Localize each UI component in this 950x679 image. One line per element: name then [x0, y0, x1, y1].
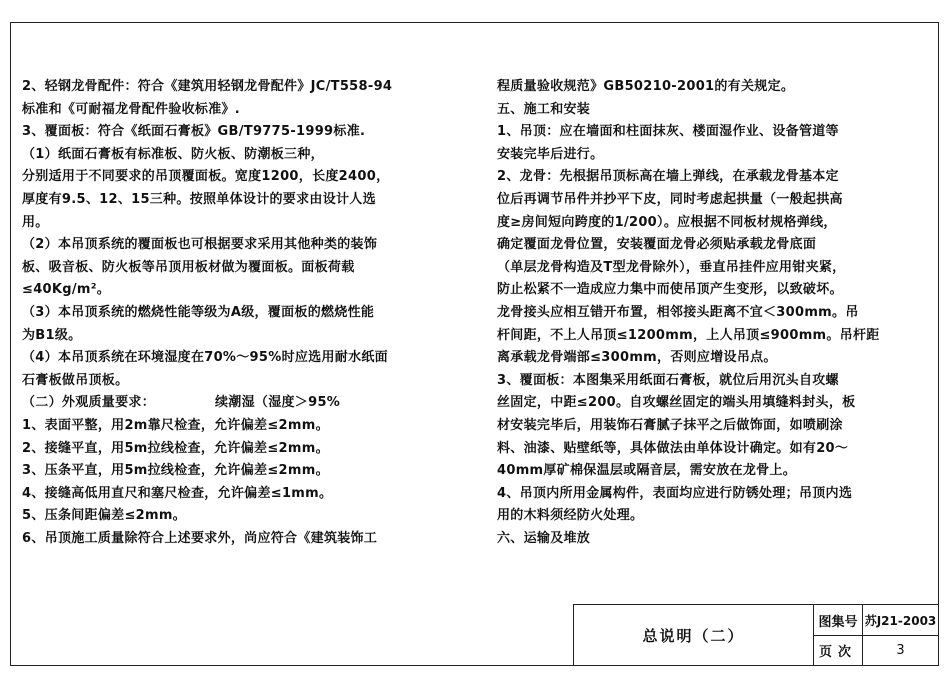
- text-line: 标准和《可耐福龙骨配件验收标准》.: [22, 101, 241, 117]
- text-line: 分别适用于不同要求的吊顶覆面板。宽度1200，长度2400，: [22, 169, 390, 185]
- text-line: （2）本吊顶系统的覆面板也可根据要求采用其他种类的装饰: [22, 237, 378, 253]
- text-line: 4、吊顶内所用金属构件，表面均应进行防锈处理；吊顶内选: [497, 485, 853, 501]
- text-line: 程质量验收规范》GB50210-2001的有关规定。: [497, 79, 795, 94]
- text-line: 3、压条平直，用5m拉线检查，允许偏差≤2mm。: [22, 463, 329, 479]
- text-line: 杆间距，不上人吊顶≤1200mm，上人吊顶≤900mm。吊杆距: [497, 327, 880, 343]
- text-line: 五、施工和安装: [497, 101, 591, 117]
- text-line: 40mm厚矿棉保温层或隔音层，需安放在龙骨上。: [497, 463, 797, 479]
- text-line: 6、吊顶施工质量除符合上述要求外，尚应符合《建筑装饰工: [22, 530, 378, 546]
- text-line: 石膏板做吊顶板。: [22, 372, 129, 388]
- title-block: [573, 604, 939, 666]
- text-line: 1、表面平整，用2m靠尺检查，允许偏差≤2mm。: [22, 417, 329, 433]
- text-line: （二）外观质量要求： 续潮湿（湿度＞95%: [22, 395, 341, 411]
- text-line: 六、运输及堆放: [497, 530, 591, 546]
- text-line: 安装完毕后进行。: [497, 146, 604, 162]
- text-line: 材安装完毕后，用装饰石膏腻子抹平之后做饰面，如喷刷涂: [497, 417, 843, 433]
- text-line: （4）本吊顶系统在环境湿度在70%～95%时应选用耐水纸面: [22, 350, 388, 366]
- atlas-number-label: 图集号: [813, 605, 862, 636]
- document-title: 总说明（二）: [642, 627, 745, 645]
- right-text-column: [497, 76, 937, 550]
- text-line: 1、吊顶：应在墙面和柱面抹灰、楼面湿作业、设备管道等: [497, 124, 839, 140]
- text-line: 离承载龙骨端部≤300mm，否则应增设吊点。: [497, 350, 777, 366]
- text-line: 防止松紧不一造成应力集中而使吊顶产生变形，以致破坏。: [497, 282, 843, 298]
- text-line: 为B1级。: [22, 327, 82, 343]
- text-line: 2、接缝平直，用5m拉线检查，允许偏差≤2mm。: [22, 440, 329, 456]
- text-line: 用的木料须经防火处理。: [497, 508, 644, 524]
- text-line: 板、吸音板、防火板等吊顶用板材做为覆面板。面板荷载: [22, 259, 355, 275]
- text-line: 料、油漆、贴壁纸等，具体做法由单体设计确定。如有20～: [497, 440, 849, 456]
- text-line: 2、龙骨：先根据吊顶标高在墙上弹线，在承载龙骨基本定: [497, 169, 839, 185]
- text-line: 龙骨接头应相互错开布置，相邻接头距离不宜＜300mm。吊: [497, 304, 859, 320]
- text-line: 3、覆面板：本图集采用纸面石膏板，就位后用沉头自攻螺: [497, 372, 839, 388]
- text-line: 确定覆面龙骨位置，安装覆面龙骨必须贴承载龙骨底面: [497, 237, 817, 253]
- page-label: 页次: [813, 636, 862, 665]
- text-line: 丝固定，中距≤200。自攻螺丝固定的端头用填缝料封头，板: [497, 395, 856, 411]
- text-line: 4、接缝高低用直尺和塞尺检查，允许偏差≤1mm。: [22, 485, 333, 501]
- text-line: 用。: [22, 214, 49, 230]
- text-line: （1）纸面石膏板有标准板、防火板、防潮板三种，: [22, 146, 324, 162]
- text-line: 2、轻钢龙骨配件：符合《建筑用轻钢龙骨配件》JC/T558-94: [22, 79, 393, 94]
- text-line: （单层龙骨构造及T型龙骨除外），垂直吊挂件应用钳夹紧，: [497, 259, 846, 275]
- atlas-number-value: 苏J21-2003: [862, 605, 938, 636]
- text-line: 位后再调节吊件并抄平下皮，同时考虑起拱量（一般起拱高: [497, 191, 843, 207]
- page-number: 3: [862, 636, 938, 665]
- text-line: ≤40Kg/m²。: [22, 282, 111, 298]
- text-line: 厚度有9.5、12、15三种。按照单体设计的要求由设计人选: [22, 191, 376, 207]
- text-line: 3、覆面板：符合《纸面石膏板》GB/T9775-1999标准.: [22, 124, 366, 140]
- text-line: 度≥房间短向跨度的1/200）。应根据不同板材规格弹线，: [497, 214, 837, 230]
- left-text-column: [22, 76, 470, 550]
- text-line: （3）本吊顶系统的燃烧性能等级为A级，覆面板的燃烧性能: [22, 304, 375, 320]
- text-line: 5、压条间距偏差≤2mm。: [22, 508, 186, 524]
